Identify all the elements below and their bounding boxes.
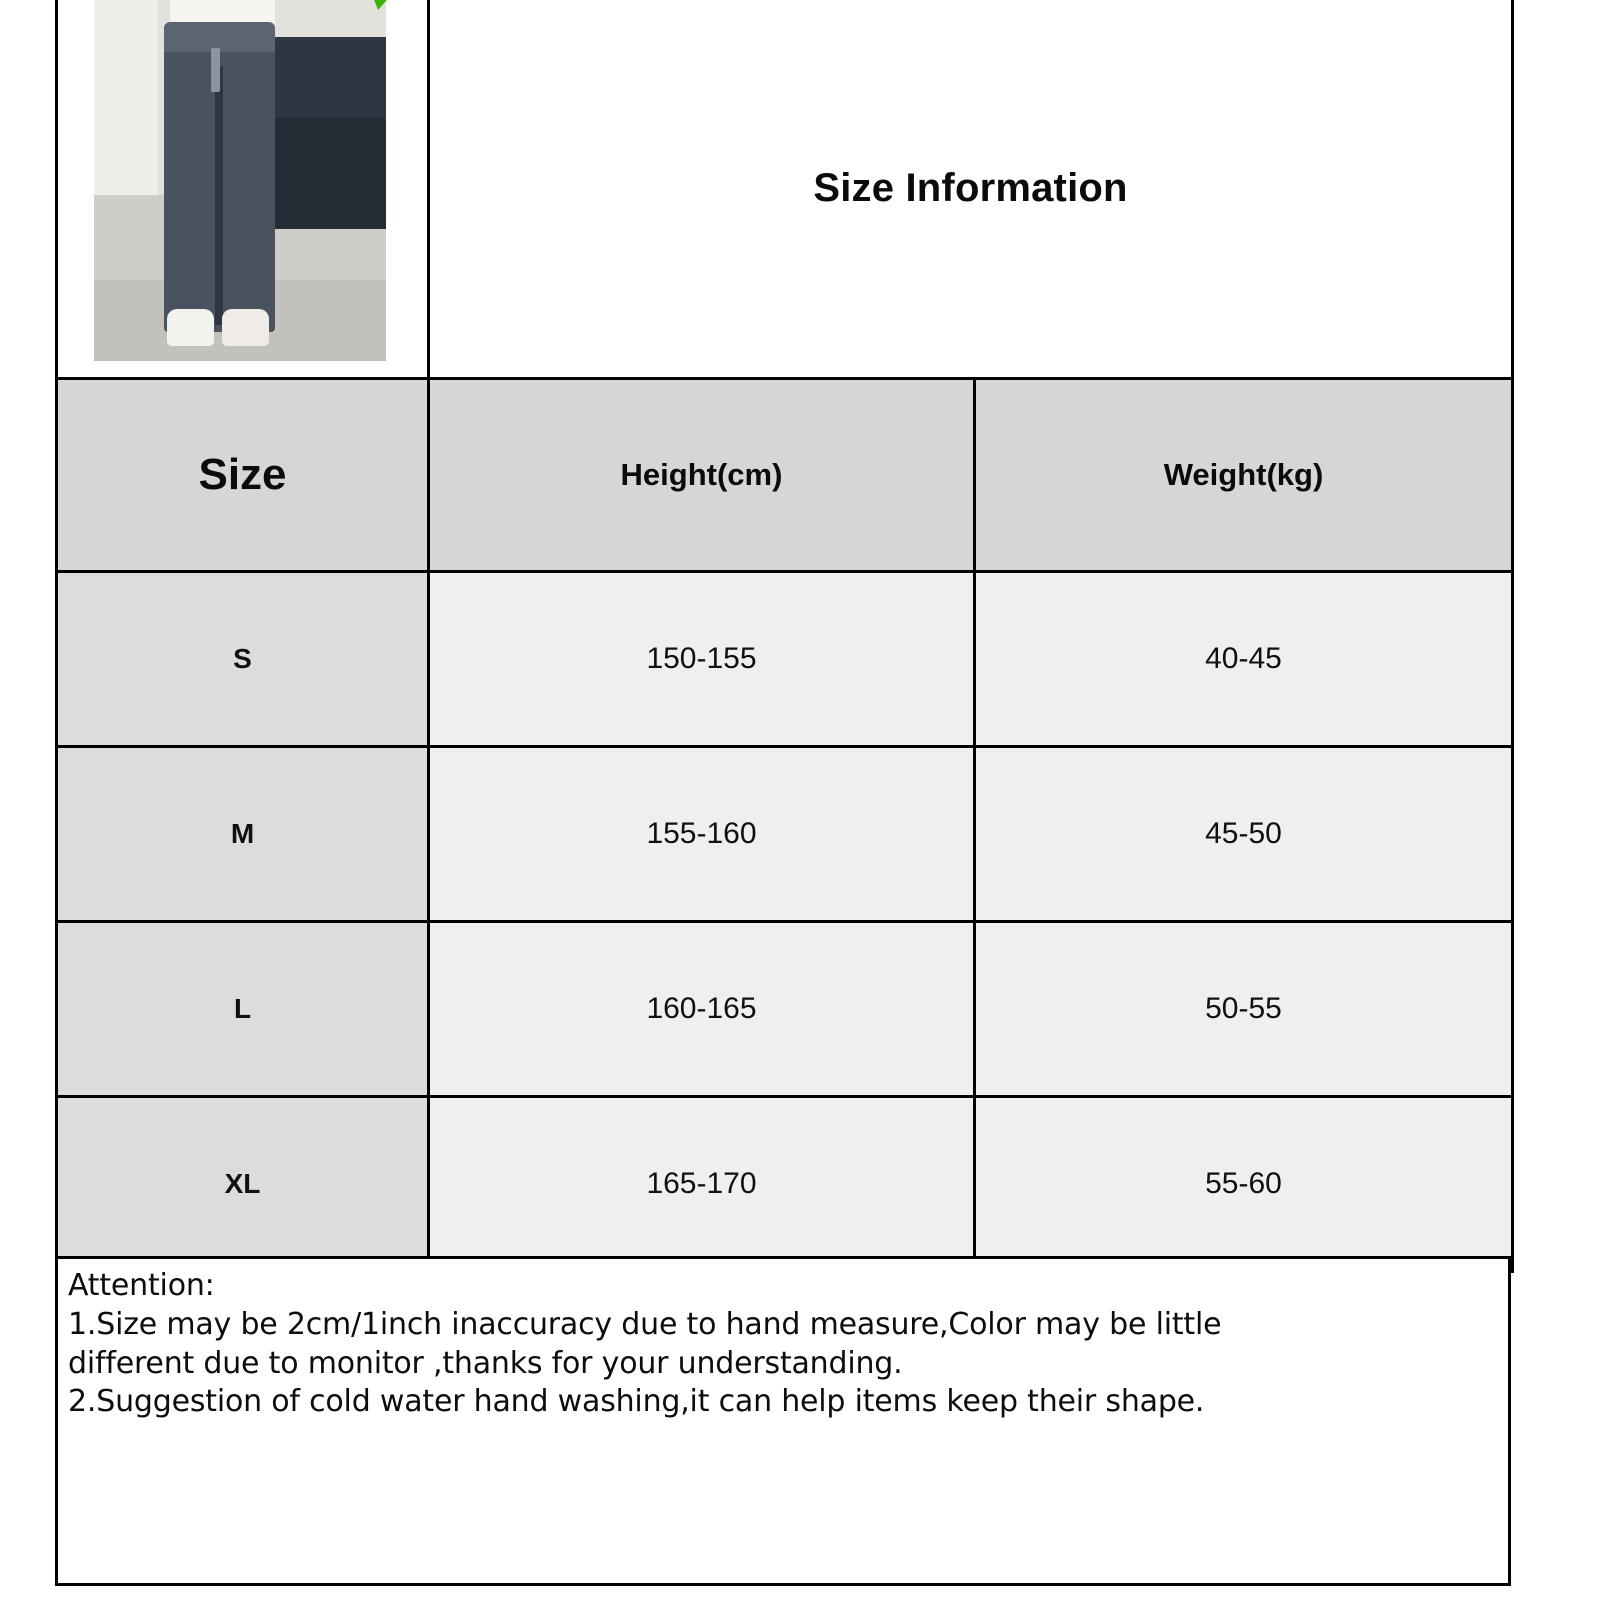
column-header-row — [57, 379, 1513, 572]
green-corner-mark-icon — [372, 0, 394, 12]
table-row — [57, 572, 1513, 747]
table-row — [57, 1097, 1513, 1272]
column-header-height: Height(cm) — [429, 379, 975, 572]
cell-size-xl: XL — [57, 1097, 429, 1272]
column-header-weight: Weight(kg) — [975, 379, 1513, 572]
photo-shoe-left — [167, 309, 214, 346]
attention-line-2: different due to monitor ,thanks for your understanding. — [68, 1345, 903, 1381]
cell-weight-l: 50-55 — [975, 922, 1513, 1097]
photo-wall-left — [94, 0, 158, 221]
cell-height-l: 160-165 — [429, 922, 975, 1097]
photo-trousers — [164, 22, 275, 331]
cell-size-l: L — [57, 922, 429, 1097]
photo-shoe-right — [222, 309, 269, 346]
cell-weight-xl: 55-60 — [975, 1097, 1513, 1272]
column-header-size: Size — [57, 379, 429, 572]
product-photo-cell — [57, 0, 429, 379]
attention-line-3: 2.Suggestion of cold water hand washing,it can help items keep their shape. — [68, 1384, 1205, 1420]
size-information-table — [55, 0, 1514, 1273]
cell-size-s: S — [57, 572, 429, 747]
cell-height-m: 155-160 — [429, 747, 975, 922]
attention-line-1: 1.Size may be 2cm/1inch inaccuracy due to hand measure,Color may be little — [68, 1307, 1222, 1343]
cell-weight-m: 45-50 — [975, 747, 1513, 922]
table-header-banner-row — [57, 0, 1513, 379]
title-cell — [429, 0, 1513, 379]
cell-height-xl: 165-170 — [429, 1097, 975, 1272]
product-photo — [94, 0, 386, 361]
cell-size-m: M — [57, 747, 429, 922]
attention-heading: Attention: — [68, 1268, 215, 1303]
table-row — [57, 747, 1513, 922]
table-row — [57, 922, 1513, 1097]
attention-block — [55, 1256, 1511, 1586]
cell-weight-s: 40-45 — [975, 572, 1513, 747]
photo-drawstring — [211, 48, 220, 92]
cell-height-s: 150-155 — [429, 572, 975, 747]
page-title: Size Information — [813, 165, 1128, 210]
photo-waistband — [164, 22, 275, 51]
